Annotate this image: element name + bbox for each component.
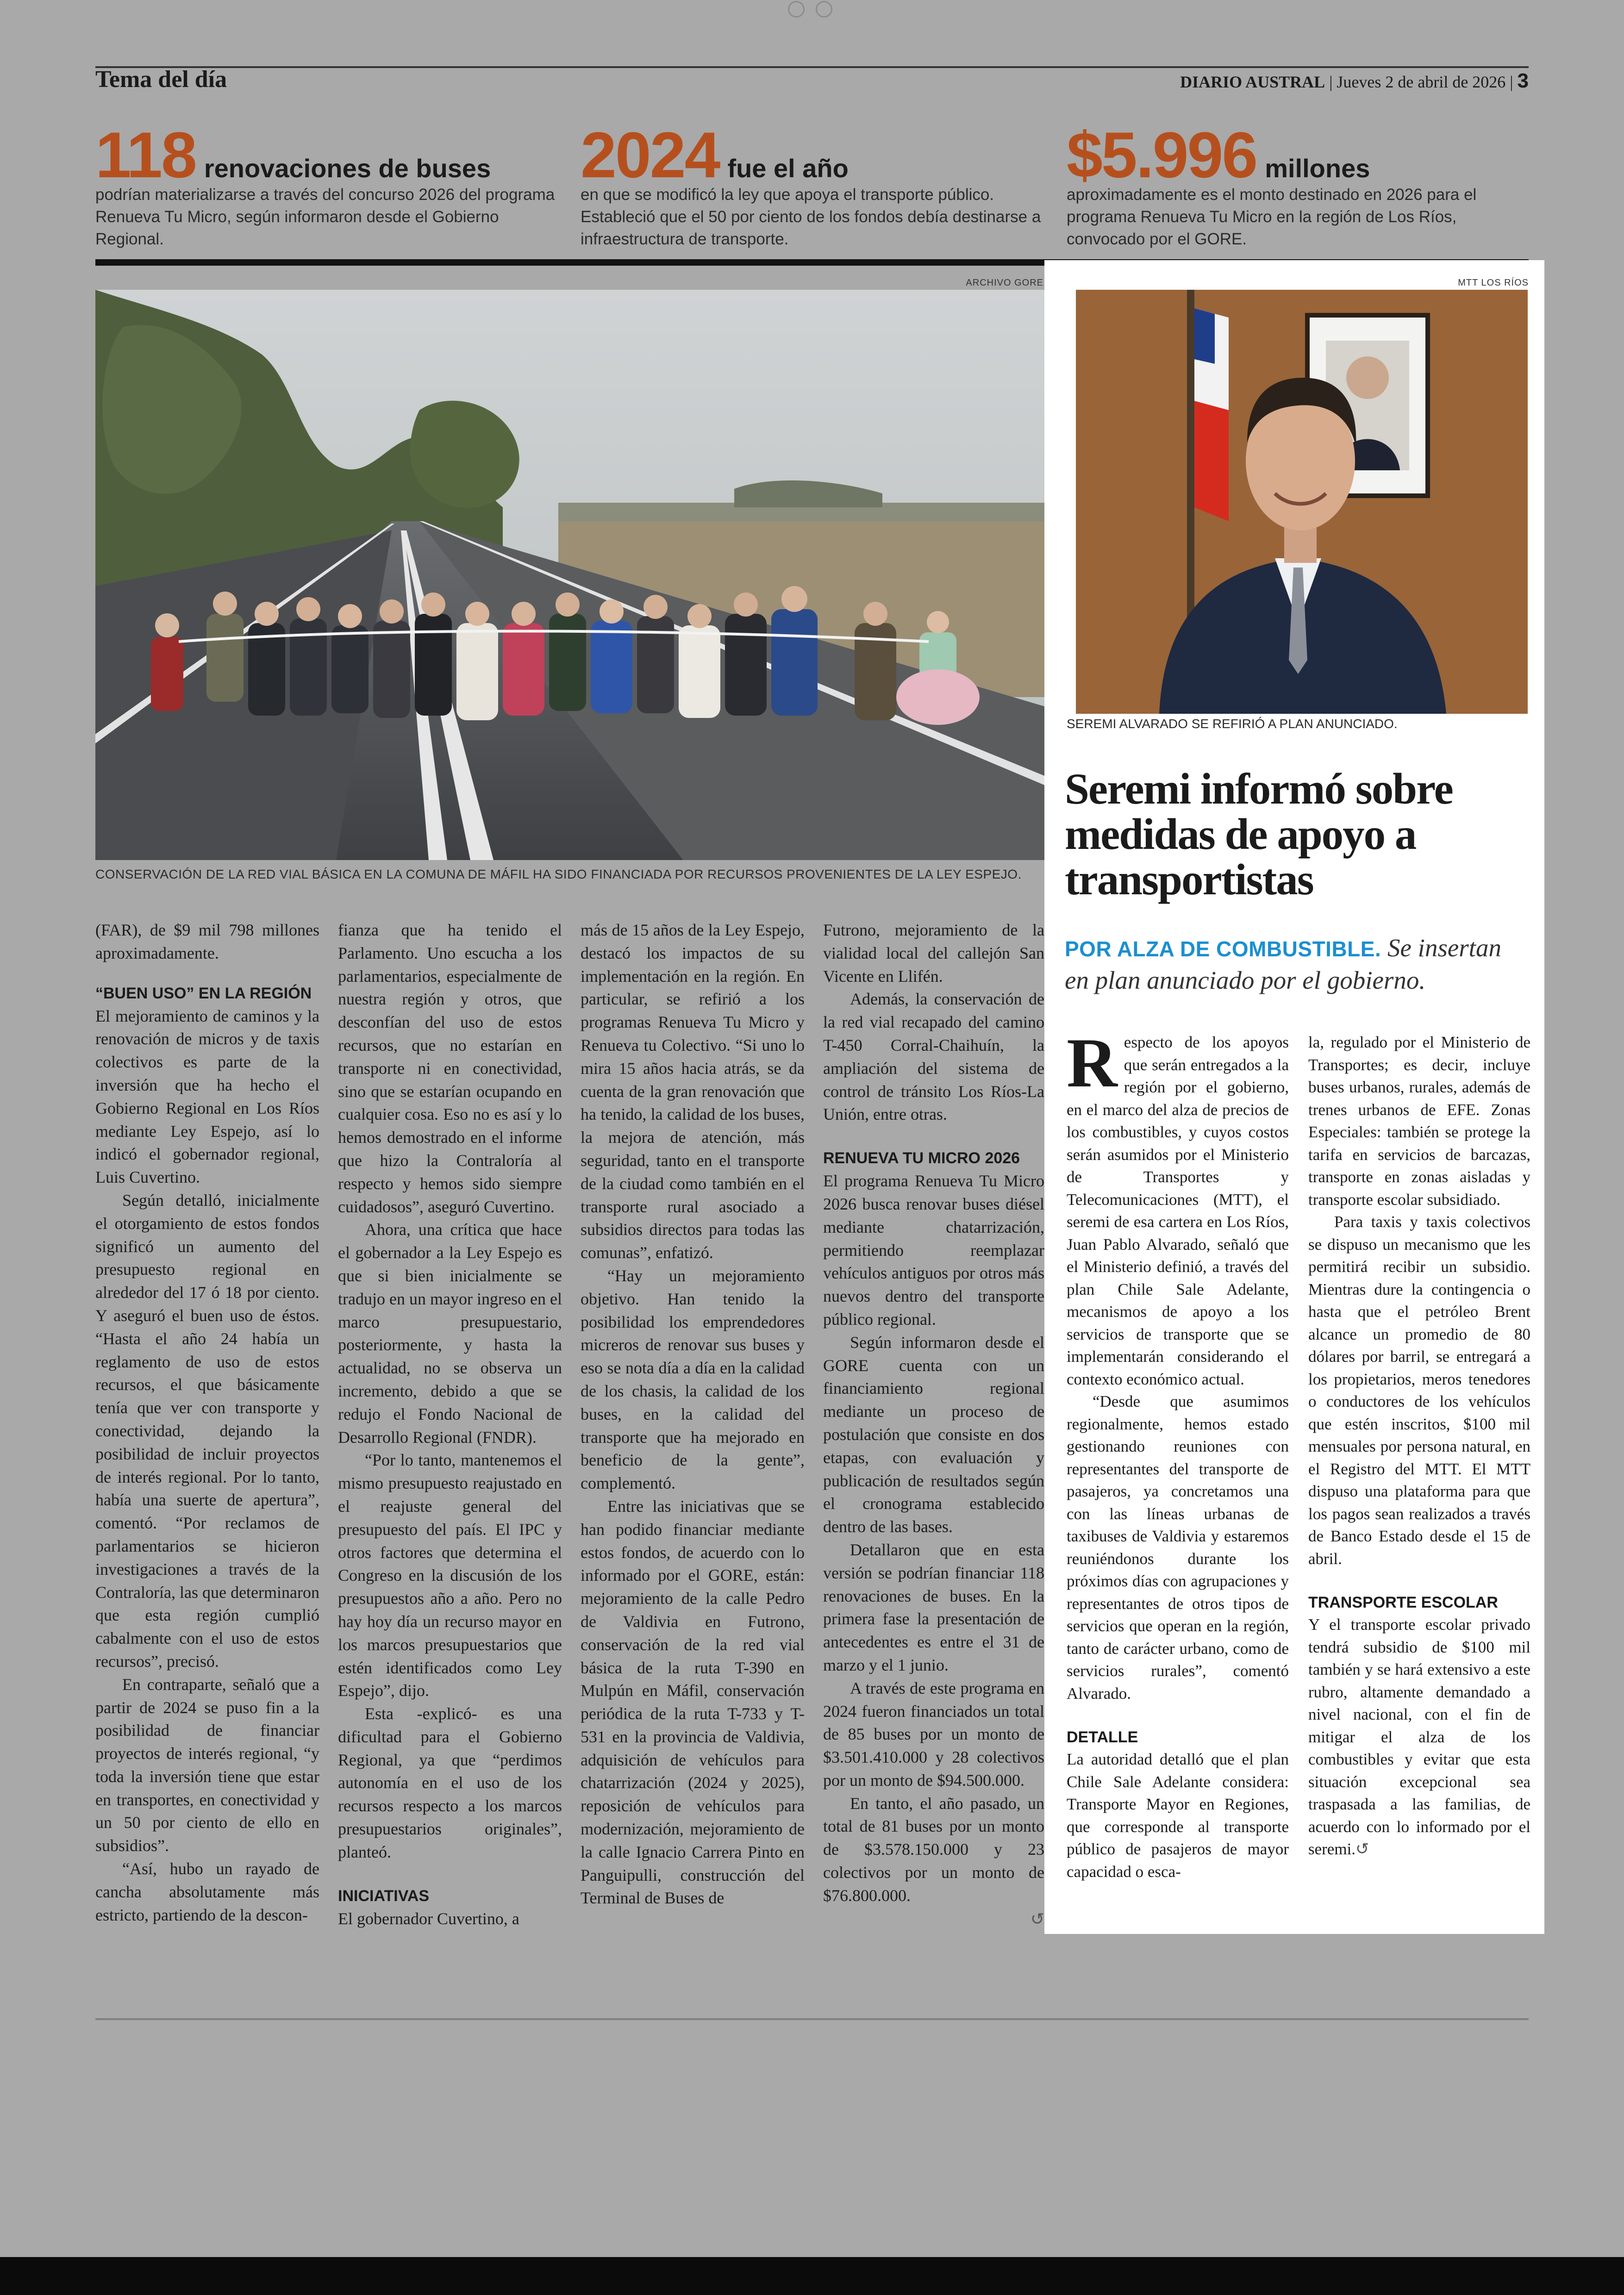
main-photo-ribbon-cutting [95, 290, 1044, 860]
main-photo-credit: ARCHIVO GORE [966, 278, 1043, 288]
page-number: 3 [1517, 69, 1529, 92]
paragraph: Para taxis y taxis colectivos se dispuso un mecanismo que les permitirá recibir un subsidio. Mientras dure la contingencia o hasta que el petróleo Brent alcance un promedio de 80 dólares por barril, se entregará a los propietarios, meros tenedores o conductores de los vehículos que estén inscritos, $100 mil mensuales por persona natural, en el Registro del MTT. El MTT dispuso una plataforma para que los pagos sean realizados a través de Banco Estado desde el 15 de abril. [1308, 1213, 1530, 1568]
paragraph: fianza que ha tenido el Parlamento. Uno escucha a los parlamentarios, especialmente de nuestra región y otros, que desconfían del uso de estos recursos, que no estarían en transporte ni en conectividad, sino que se estarían ocupando en cualquier cosa. Eso no es así y lo hemos demostrado en el informe que hizo la Contraloría al respecto y hemos sido siempre cuidadosos”, aseguró Cuvertino. [338, 921, 562, 1216]
fact-number: 118 [95, 118, 196, 191]
paragraph: Y el transporte escolar privado tendrá subsidio de $100 mil también y se hará extensivo a este rubro, altamente demandado a nivel nacional, con el fin de mitigar el alza de los combustibles y evitar que esta situación excepcional sea traspasada a las familias, de acuerdo con lo informado por el seremi.↺ [1308, 1615, 1530, 1858]
sidebar-headline: Seremi informó sobre medidas de apoyo a transportistas [1065, 764, 1453, 904]
subheading-iniciativas: INICIATIVAS [338, 1887, 430, 1905]
article-column-4 [823, 919, 1044, 1931]
paragraph: El gobernador Cuvertino, a [338, 1909, 519, 1928]
bottom-rule [95, 2018, 1529, 2020]
fact-amount [1067, 118, 1530, 250]
fact-year [581, 118, 1043, 250]
sidebar-column-1 [1067, 1024, 1289, 1883]
newspaper-name: DIARIO AUSTRAL [1180, 73, 1325, 91]
paragraph: “Así, hubo un rayado de cancha absolutamente más estricto, partiendo de la descon- [95, 1859, 319, 1924]
fact-unit: fue el año [727, 154, 849, 183]
paragraph: El programa Renueva Tu Micro 2026 busca renovar buses diésel mediante chatarrización, permitiendo reemplazar vehículos antiguos por otros más nuevos dentro del transporte público regional. [823, 1172, 1044, 1328]
paragraph: “Hay un mejoramiento objetivo. Han tenido la posibilidad los emprendedores micreros de renovar sus buses y eso se nota día a día en la calidad de los chasis, la calidad de los buses, en la calidad del transporte que ha mejorado en beneficio de la gente”, complementó. [581, 1266, 805, 1493]
next-page-dot[interactable] [816, 1, 832, 18]
sidebar-column-2 [1308, 1031, 1530, 1861]
paragraph: En contraparte, señaló que a partir de 2024 se puso fin a la posibilidad de financiar proyectos de interés regional, “y toda la inversión tiene que estar en transportes, en conectividad y un 50 por ciento de ello en subsidios”. [95, 1675, 319, 1855]
subheading-renueva-tu-micro: RENUEVA TU MICRO 2026 [823, 1149, 1020, 1167]
deck-text: Se insertan en plan anunciado por el gobierno. [1065, 934, 1501, 994]
main-photo-caption: CONSERVACIÓN DE LA RED VIAL BÁSICA EN LA COMUNA DE MÁFIL HA SIDO FINANCIADA POR RECURSOS PROVENIENTES DE LA LEY ESPEJO. [95, 867, 1022, 881]
fact-text: podrían materializarse a través del concurso 2026 del programa Renueva Tu Micro, según informaron desde el Gobierno Regional. [95, 186, 555, 248]
fact-number: $5.996 [1067, 118, 1257, 191]
paragraph: El mejoramiento de caminos y la renovación de micros y de taxis colectivos es parte de la inversión que ha hecho el Gobierno Regional en Los Ríos mediante Ley Espejo, así lo indicó el gobernador regional, Luis Cuvertino. [95, 1006, 319, 1187]
paragraph: Detallaron que en esta versión se podrían financiar 118 renovaciones de buses. En la primera fase la presentación de antecedentes es entre el 31 de marzo y el 1 junio. [823, 1540, 1044, 1674]
fact-unit: renovaciones de buses [204, 154, 491, 183]
fact-text: aproximadamente es el monto destinado en 2026 para el programa Renueva Tu Micro en la región de Los Ríos, convocado por el GORE. [1067, 186, 1477, 248]
article-column-3 [581, 919, 805, 1910]
paragraph: la, regulado por el Ministerio de Transportes; es decir, incluye buses urbanos, rurales, además de trenes urbanos de EFE. Zonas Especiales: también se protege la tarifa en servicios de barcazas, transporte en zonas aisladas y transporte escolar subsidiado. [1308, 1033, 1530, 1209]
article-column-1 [95, 919, 319, 1927]
article-column-2 [338, 919, 562, 1930]
paragraph: Según detalló, inicialmente el otorgamiento de estos fondos significó un aumento del presupuesto regional en alrededor del 17 ó 18 por ciento. Y aseguró el buen uso de éstos. “Hasta el año 24 había un reglamento de uso de estos recursos, el que básicamente tenía que ver con transporte y conectividad, dejando la posibilidad de incluir proyectos de interés regional. Por lo tanto, había una suerte de apertura”, comentó. “Por reclamos de parlamentarios se hicieron investigaciones a través de la Contraloría, las que determinaron que esta región cumplió cabalmente con el uso de estos recursos”, precisó. [95, 1191, 319, 1671]
end-of-article-icon: ↺ [1030, 1909, 1044, 1928]
portrait-illustration [1076, 290, 1528, 714]
fact-number: 2024 [581, 118, 719, 191]
issue-date: | Jueves 2 de abril de 2026 | [1329, 73, 1513, 91]
ribbon-cutting-illustration [95, 290, 1044, 860]
paragraph: “Desde que asumimos regionalmente, hemos estado gestionando reuniones con representantes del transporte de pasajeros, ya concretamos una con las líneas urbanas de taxibuses de Valdivia y estaremos reuniéndonos durante los próximos días con agrupaciones y representantes de otros tipos de servicios que operan en la región, tanto de carácter urbano, como de servicios rurales”, comentó Alvarado. [1067, 1392, 1289, 1703]
paragraph: más de 15 años de la Ley Espejo, destacó los impactos de su implementación en la región. En particular, se refirió a los programas Renueva Tu Micro y Renueva tu Colectivo. “Si uno lo mira 15 años hacia atrás, se da cuenta de la gran renovación que ha tenido, la calidad de los buses, la mejora de atención, más seguridad, tanto en el transporte de la ciudad como también en el transporte rural asociado a subsidios directos para todas las comunas”, enfatizó. [581, 921, 805, 1262]
paragraph: A través de este programa en 2024 fueron financiados un total de 85 buses por un monto de $3.501.410.000 y 28 colectivos por un monto de $94.500.000. [823, 1678, 1044, 1790]
subheading-buen-uso: “BUEN USO” EN LA REGIÓN [95, 984, 312, 1002]
paragraph: Entre las iniciativas que se han podido financiar mediante estos fondos, de acuerdo con lo informado por el GORE, están: mejoramiento de la calle Pedro de Valdivia en Futrono, conservación de la red vial básica de la ruta T-390 en Mulpún en Máfil, conservación periódica de la ruta T-733 y T-531 en la provincia de Valdivia, adquisición de vehículos para chatarrización (2024 y 2025), reposición de vehículos para modernización, mejoramiento de la calle Ignacio Carrera Pinto en Panguipulli, construcción del Terminal de Buses de [581, 1497, 805, 1908]
side-photo-credit: MTT LOS RÍOS [1458, 278, 1529, 288]
subheading-transporte-escolar: TRANSPORTE ESCOLAR [1308, 1594, 1498, 1611]
side-photo-caption: SEREMI ALVARADO SE REFIRIÓ A PLAN ANUNCIADO. [1067, 717, 1398, 731]
page-nav-dots[interactable] [782, 1, 838, 19]
paragraph: Ahora, una crítica que hace el gobernador a la Ley Espejo es que si bien inicialmente se tradujo en un mayor ingreso en el marco presupuestario, posteriormente, y hasta la actualidad, no se observa un incremento, debido a que se redujo el Fondo Nacional de Desarrollo Regional (FNDR). [338, 1220, 562, 1447]
paragraph: La autoridad detalló que el plan Chile Sale Adelante considera: Transporte Mayor en Regiones, que corresponde al transporte público de pasajeros de mayor capacidad o esca- [1067, 1750, 1289, 1881]
paragraph: Respecto de los apoyos que serán entregados a la región por el gobierno, en el marco del alza de precios de los combustibles, y cuyos costos serán asumidos por el Ministerio de Transportes y Telecomunicaciones (MTT), el seremi de esa cartera en Los Ríos, Juan Pablo Alvarado, señaló que el Ministerio definió, a través del plan Chile Sale Adelante, mecanismos de apoyo a los servicios de transporte que se implementarán considerando el contexto económico actual. [1067, 1024, 1289, 1388]
paragraph: Además, la conservación de la red vial recapado del camino T-450 Corral-Chaihuín, la ampliación del sistema de control de tránsito Los Ríos-La Unión, entre otras. [823, 990, 1044, 1124]
paragraph: Esta -explicó- es una dificultad para el Gobierno Regional, ya que “perdimos autonomía en el uso de los recursos respecto a los marcos presupuestarios originales”, planteó. [338, 1704, 562, 1861]
masthead-info [1180, 69, 1529, 93]
paragraph: Según informaron desde el GORE cuenta con un financiamiento regional mediante un proceso de postulación que consiste en dos etapas, con evaluación y publicación de resultados según el cronograma establecido dentro de las bases. [823, 1333, 1044, 1536]
section-title: Tema del día [95, 66, 227, 93]
paragraph: “Por lo tanto, mantenemos el mismo presupuesto reajustado en el reajuste general del presupuesto del país. El IPC y otros factores que determina el Congreso en la discusión de los presupuestos año a año. Pero no hay hoy día un recurso mayor en los marcos presupuestarios que estén identificados como Ley Espejo”, dijo. [338, 1451, 562, 1700]
subheading-detalle: DETALLE [1067, 1728, 1138, 1746]
paragraph: (FAR), de $9 mil 798 millones aproximadamente. [95, 921, 319, 962]
paragraph: Futrono, mejoramiento de la vialidad local del callejón San Vicente en Llifén. [823, 921, 1044, 985]
fact-text: en que se modificó la ley que apoya el transporte público. Estableció que el 50 por ciento de los fondos debía destinarse a infraestructura de transporte. [581, 186, 1041, 248]
side-photo-seremi-portrait [1076, 290, 1528, 714]
paragraph: En tanto, el año pasado, un total de 81 buses por un monto de $3.578.150.000 y 23 colectivos por un monto de $76.800.000. [823, 1794, 1044, 1905]
sidebar-deck [1065, 932, 1528, 996]
fact-unit: millones [1265, 154, 1370, 183]
viewer-bottom-bar [0, 2257, 1624, 2295]
fact-buses [95, 118, 558, 250]
deck-kicker: POR ALZA DE COMBUSTIBLE. [1065, 937, 1381, 961]
header-rule [95, 66, 1529, 68]
prev-page-dot[interactable] [788, 1, 805, 18]
end-of-article-icon: ↺ [1355, 1840, 1369, 1858]
drop-cap: R [1067, 1024, 1118, 1102]
